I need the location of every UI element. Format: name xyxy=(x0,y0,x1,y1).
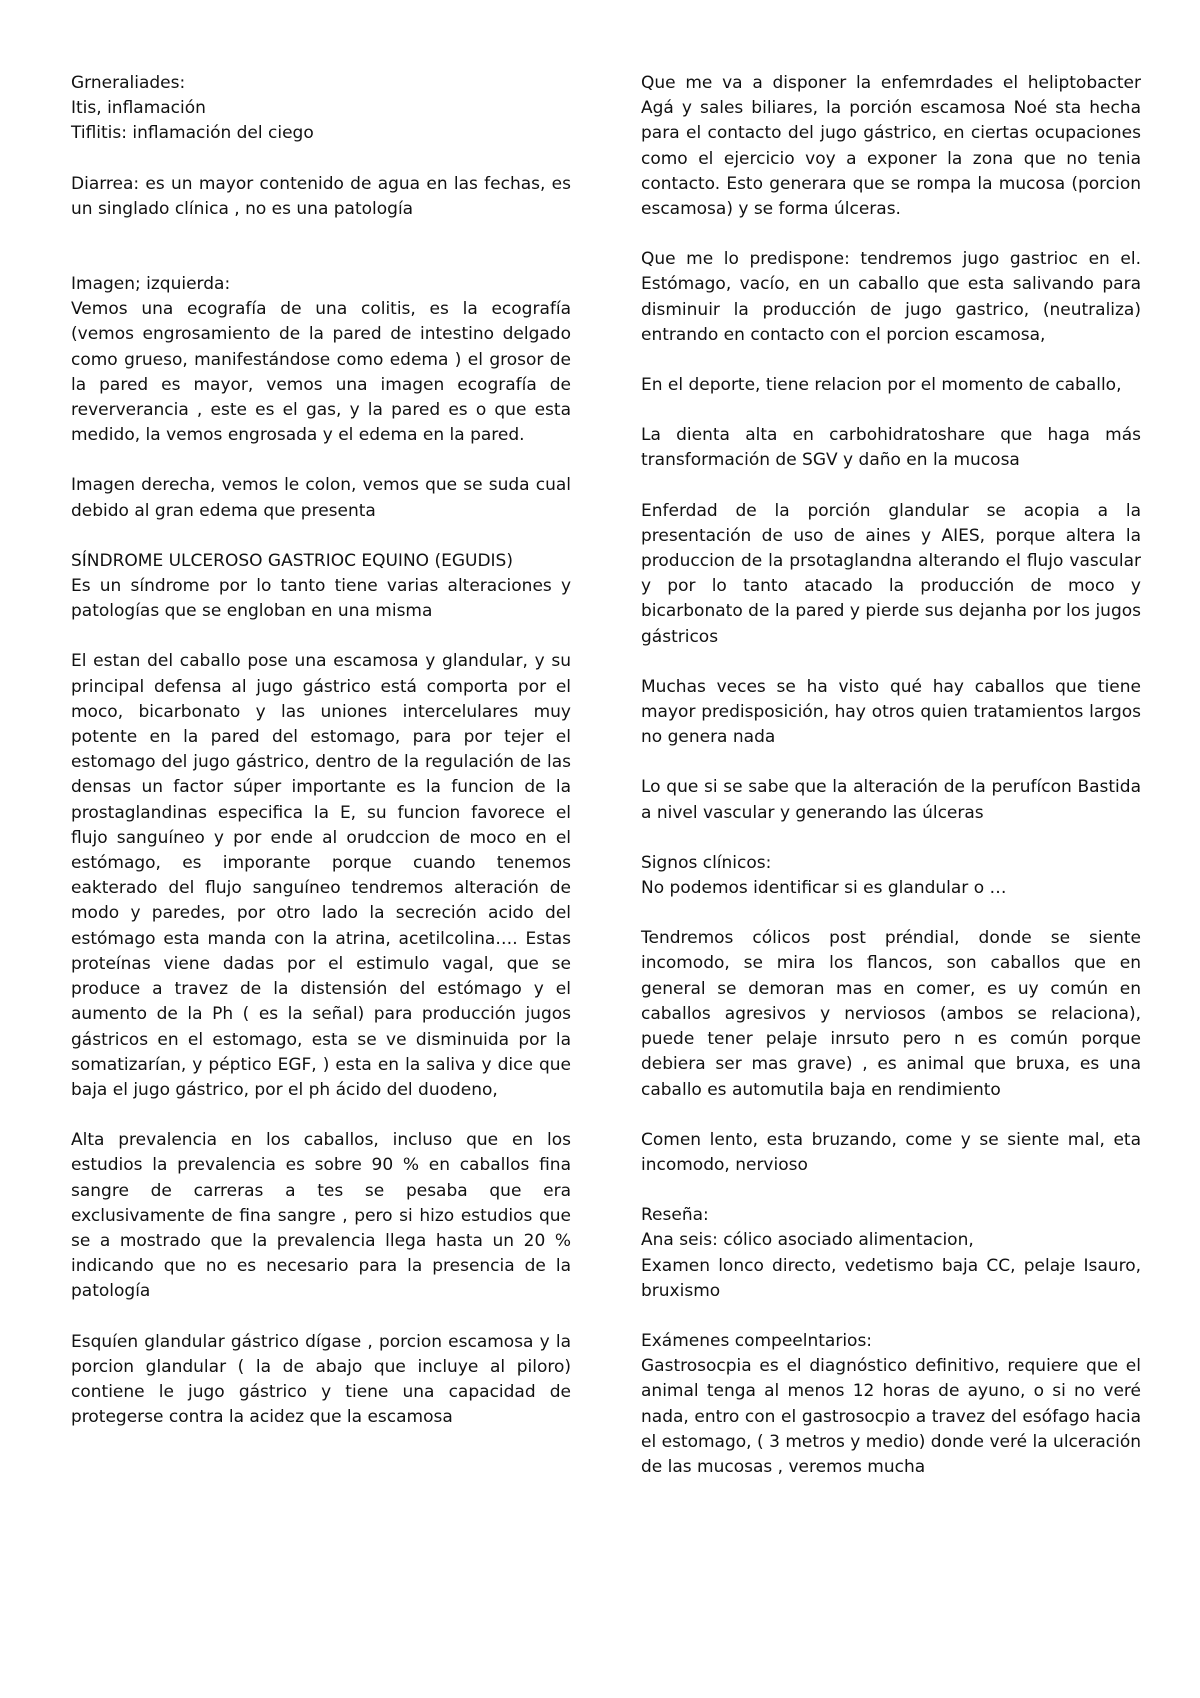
paragraph-generalidades xyxy=(71,71,571,147)
resena-line-2: Examen lonco directo, vedetismo baja CC, pelaje Isauro, bruxismo xyxy=(641,1255,1141,1301)
heading-resena: Reseña: xyxy=(641,1205,709,1226)
paragraph-glandular: Esquíen glandular gástrico dígase , porcion escamosa y la porcion glandular ( la de abajo que incluye al piloro) contiene le jugo gástrico y tiene una capacidad de protegerse contra la acidez que la escamosa xyxy=(71,1331,571,1428)
paragraph-diarrea: Diarrea: es un mayor contenido de agua en las fechas, es un singlado clínica , no es una patología xyxy=(71,173,571,219)
definition-itis: Itis, inflamación xyxy=(71,98,206,119)
heading-sindrome: SÍNDROME ULCEROSO GASTRIOC EQUINO (EGUDIS) xyxy=(71,550,513,571)
paragraph-colicos: Tendremos cólicos post préndial, donde se siente incomodo, se mira los flancos, son caballos que en general se demoran mas en comer, es uy común en caballos agresivos y nerviosos (ambos se relaciona), puede tener pelaje inrsuto pero n es común porque debiera ser mas grave) , es animal que bruxa, es una caballo es automutila baja en rendimiento xyxy=(641,928,1141,1100)
paragraph-sindrome xyxy=(71,549,571,625)
right-column xyxy=(641,71,1141,1505)
text-sindrome: Es un síndrome por lo tanto tiene varias alteraciones y patologías que se engloban en una misma xyxy=(71,576,571,622)
paragraph-imagen-derecha: Imagen derecha, vemos le colon, vemos que se suda cual debido al gran edema que presenta xyxy=(71,475,571,521)
text-signos-clinicos: No podemos identificar si es glandular o … xyxy=(641,878,1007,899)
paragraph-deporte: En el deporte, tiene relacion por el momento de caballo, xyxy=(641,375,1122,396)
definition-tiflitis: Tiflitis: inflamación del ciego xyxy=(71,123,314,144)
paragraph-signos xyxy=(641,851,1141,901)
paragraph-prevalencia: Alta prevalencia en los caballos, incluso que en los estudios la prevalencia es sobre 90 % en caballos fina sangre de carreras a tes se pesaba que era exclusivamente de fina sangre , pero si hizo estudios que se a mostrado que la prevalencia llega hasta un 20 % indicando que no es necesario para la presencia de la patología xyxy=(71,1130,571,1302)
left-column xyxy=(71,71,571,1455)
paragraph-lo-que-se-sabe: Lo que si se sabe que la alteración de la perufícon Bastida a nivel vascular y generando las úlceras xyxy=(641,777,1141,823)
text-examenes: Gastrosocpia es el diagnóstico definitivo, requiere que el animal tenga al menos 12 horas de ayuno, o si no veré nada, entro con el gastrosocpio a travez del esófago hacia el estomago, ( 3 metros y medio) donde veré la ulceración de las mucosas , veremos mucha xyxy=(641,1356,1141,1477)
heading-signos-clinicos: Signos clínicos: xyxy=(641,852,772,873)
paragraph-comen-lento: Comen lento, esta bruzando, come y se siente mal, eta incomodo, nervioso xyxy=(641,1129,1141,1175)
paragraph-dieta: La dienta alta en carbohidratoshare que haga más transformación de SGV y daño en la mucosa xyxy=(641,425,1141,471)
paragraph-resena xyxy=(641,1203,1141,1304)
paragraph-muchas-veces: Muchas veces se ha visto qué hay caballos que tiene mayor predisposición, hay otros quien tratamientos largos no genera nada xyxy=(641,676,1141,748)
paragraph-predispone: Que me lo predispone: tendremos jugo gastrioc en el. Estómago, vacío, en un caballo que esta salivando para disminuir la producción de jugo gastrico, (neutraliza) entrando en contacto con el porcion escamosa, xyxy=(641,249,1141,345)
resena-line-1: Ana seis: cólico asociado alimentacion, xyxy=(641,1230,974,1251)
heading-generalidades: Grneraliades: xyxy=(71,73,186,93)
paragraph-porcion-glandular: Enferdad de la porción glandular se acopia a la presentación de uso de aines y AIES, porque altera la produccion de la prsotaglandna alterando el flujo vascular y por lo tanto atacado la producción de moco y bicarbonato de la pared y pierde sus dejanha por los jugos gástricos xyxy=(641,500,1141,647)
text-imagen-izquierda: Vemos una ecografía de una colitis, es la ecografía (vemos engrosamiento de la pared de intestino delgado como grueso, manifestándose como edema ) el grosor de la pared es mayor, vemos una imagen ecografía de reververancia , este es el gas, y la pared es o que esta medido, la vemos engrosada y el edema en la pared. xyxy=(71,299,571,446)
paragraph-imagen-izquierda xyxy=(71,272,571,448)
heading-imagen-izquierda: Imagen; izquierda: xyxy=(71,274,231,295)
paragraph-examenes xyxy=(641,1329,1141,1480)
heading-examenes: Exámenes compeelntarios: xyxy=(641,1330,873,1351)
paragraph-predisposicion: Que me va a disponer la enfemrdades el heliptobacter Agá y sales biliares, la porción escamosa Noé sta hecha para el contacto del jugo gástrico, en ciertas ocupaciones como el ejercicio voy a exponer la zona que no tenia contacto. Esto generara que se rompa la mucosa (porcion escamosa) y se forma úlceras. xyxy=(641,73,1141,220)
paragraph-estomago: El estan del caballo pose una escamosa y glandular, y su principal defensa al jugo gástrico está comporta por el moco, bicarbonato y las uniones intercelulares muy potente en la pared del estomago, para por tejer el estomago del jugo gástrico, dentro de la regulación de las densas un factor súper importante es la funcion de la prostaglandinas especifica la E, su funcion favorece el flujo sanguíneo y por ende al orudccion de moco en el estómago, es imporante porque cuando tenemos eakterado del flujo sanguíneo tendremos alteración de modo y paredes, por otro lado la secreción acido del estómago esta manda con la atrina, acetilcolina…. Estas proteínas viene dadas por el estimulo vagal, que se produce a travez de la distensión del estómago y el aumento de la Ph ( es la señal) para producción jugos gástricos en el estomago, esta se ve disminuida por la somatizarían, y péptico EGF, ) esta en la saliva y dice que baja el jugo gástrico, por el ph ácido del duodeno, xyxy=(71,651,571,1100)
